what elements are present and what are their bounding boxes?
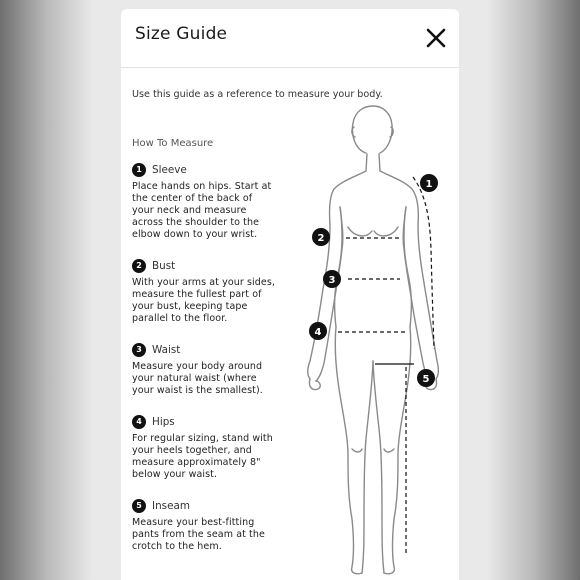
- body-outline-icon: [308, 106, 439, 574]
- marker-1: [420, 174, 438, 192]
- step-bust: [132, 258, 292, 325]
- close-button[interactable]: [425, 27, 447, 49]
- marker-4: [309, 322, 327, 340]
- step-description: Measure your best-fitting pants from the seam at the crotch to the hem.: [132, 517, 265, 552]
- marker-number: 2: [317, 233, 325, 244]
- step-description: For regular sizing, stand with your heels together, and measure approximately 8" below your waist.: [132, 433, 273, 480]
- step-sleeve: [132, 162, 292, 241]
- step-number-badge: 2: [132, 259, 146, 273]
- step-title: Bust: [152, 259, 176, 272]
- step-number-badge: 4: [132, 415, 146, 429]
- measurement-lines: [338, 177, 434, 555]
- marker-number: 3: [328, 275, 336, 286]
- step-title: Waist: [152, 343, 181, 356]
- step-number-badge: 3: [132, 343, 146, 357]
- how-to-heading: How To Measure: [132, 138, 214, 149]
- step-description: With your arms at your sides, measure the fullest part of your bust, keeping tape parallel to the floor.: [132, 277, 276, 324]
- close-icon: [425, 27, 447, 49]
- marker-3: [323, 270, 341, 288]
- intro-text: Use this guide as a reference to measure your body.: [132, 89, 383, 100]
- modal-title: Size Guide: [135, 24, 228, 44]
- step-inseam: [132, 498, 292, 553]
- marker-number: 1: [425, 179, 433, 190]
- marker-number: 4: [314, 327, 322, 338]
- step-description: Measure your body around your natural waist (where your waist is the smallest).: [132, 361, 263, 396]
- step-title: Hips: [152, 415, 175, 428]
- step-hips: [132, 414, 292, 481]
- step-waist: [132, 342, 292, 397]
- size-guide-modal: [121, 9, 459, 580]
- marker-number: 5: [422, 374, 430, 385]
- step-title: Inseam: [152, 499, 190, 512]
- step-number-badge: 1: [132, 163, 146, 177]
- marker-5: [417, 369, 435, 387]
- step-title: Sleeve: [152, 163, 187, 176]
- body-measurement-figure: [296, 99, 459, 579]
- modal-header: [121, 9, 459, 68]
- step-number-badge: 5: [132, 499, 146, 513]
- marker-2: [312, 228, 330, 246]
- step-description: Place hands on hips. Start at the center of the back of your neck and measure across the shoulder to the elbow down to your wrist.: [132, 181, 272, 240]
